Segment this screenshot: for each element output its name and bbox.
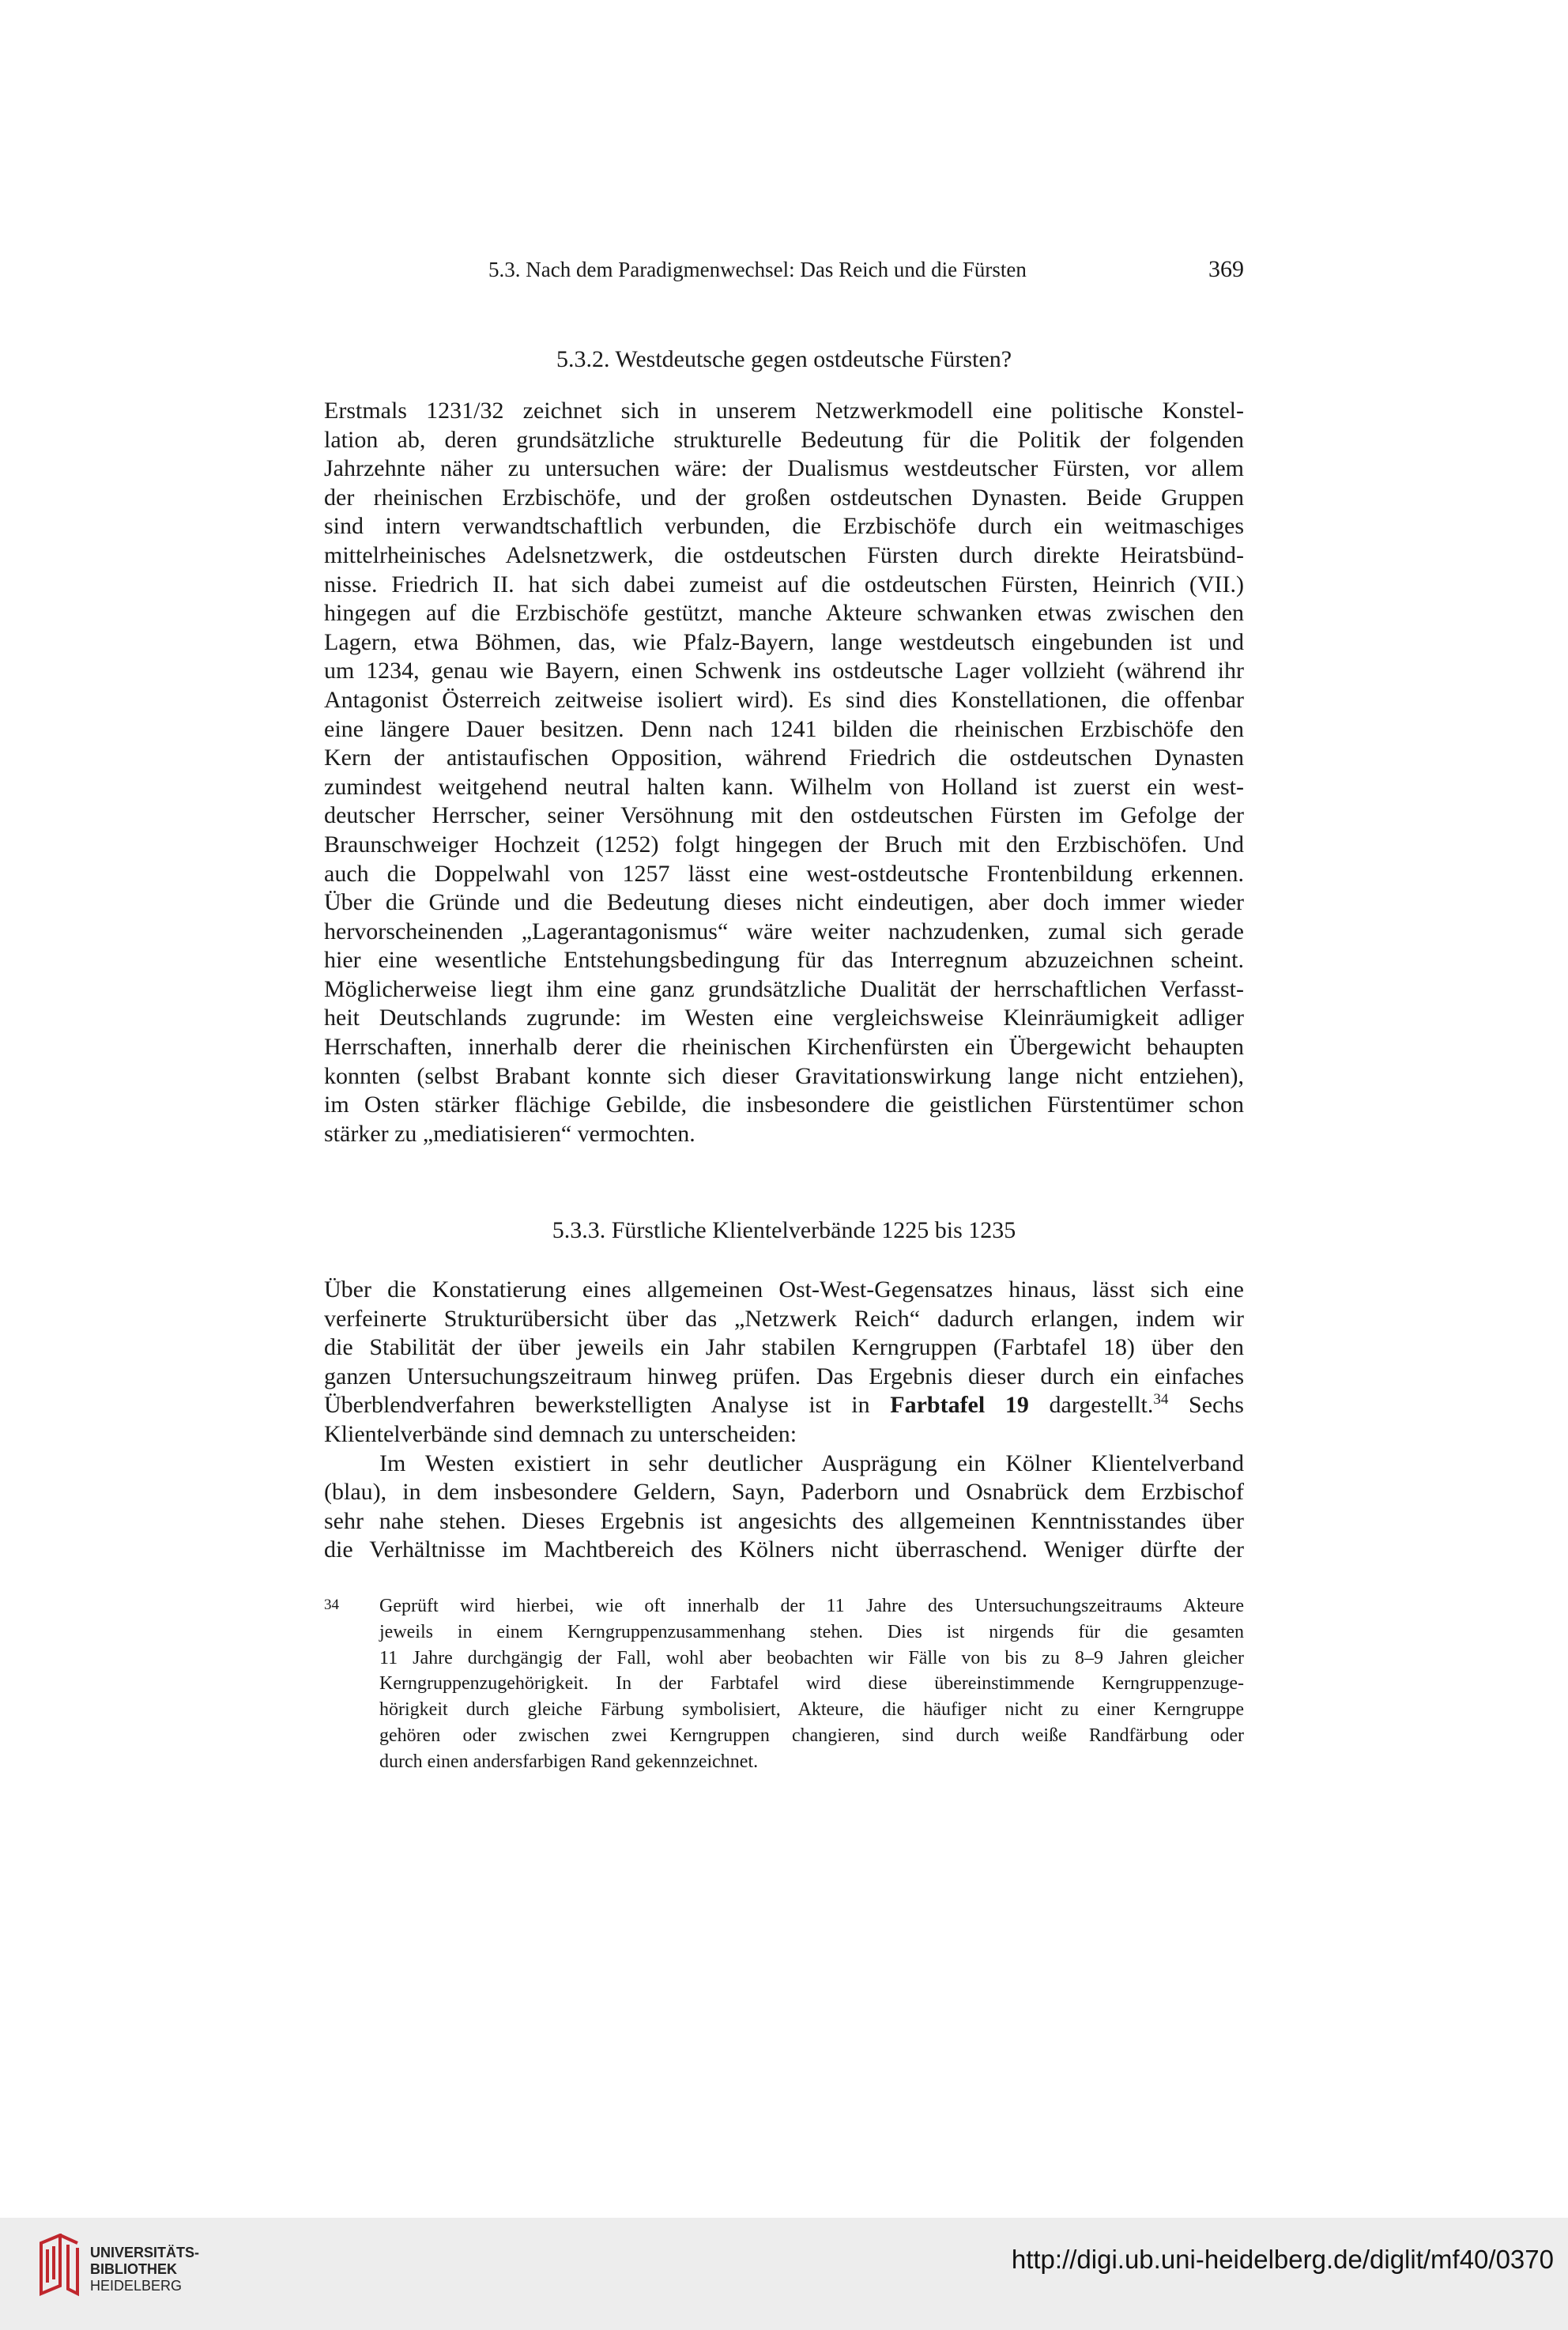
paragraph-line: Klientelverbände sind demnach zu unterscheiden: [324,1420,797,1447]
section-heading-5-3-3: 5.3.3. Fürstliche Klientelverbände 1225 bis 1235 [552,1217,1016,1243]
paragraph-line: Lagern, etwa Böhmen, das, wie Pfalz-Bayern, lange westdeutsch eingebunden ist und [324,628,1244,655]
paragraph-line: die Verhältnisse im Machtbereich des Kölners nicht überraschend. Weniger dürfte der [324,1536,1244,1563]
digital-copy-url[interactable]: http://digi.ub.uni-heidelberg.de/diglit/mf40/0370 [1011,2245,1554,2274]
paragraph-line: Möglicherweise liegt ihm eine ganz grundsätzliche Dualität der herrschaftlichen Verfasst- [324,975,1244,1002]
footnote-line: jeweils in einem Kerngruppenzusammenhang stehen. Dies ist nirgends für die gesamten [379,1621,1244,1642]
text-run: Sechs [1168,1392,1244,1419]
library-logo-icon [36,2234,82,2297]
paragraph-line: Antagonist Österreich zeitweise isoliert wird). Es sind dies Konstellationen, die offenbar [324,686,1244,713]
footnote-line: Geprüft wird hierbei, wie oft innerhalb der 11 Jahre des Untersuchungszeitraums Akteure [379,1596,1244,1616]
paragraph-line-with-footnote-ref [324,1391,1244,1420]
farbtafel-reference: Farbtafel 19 [890,1392,1029,1419]
paragraph-line: zumindest weitgehend neutral halten kann. Wilhelm von Holland ist zuerst ein west- [324,773,1244,800]
paragraph-line: verfeinerte Strukturübersicht über das „Netzwerk Reich“ dadurch erlangen, indem wir [324,1305,1244,1332]
library-name-line: BIBLIOTHEK [90,2261,177,2277]
library-name-line: HEIDELBERG [90,2278,183,2294]
text-run: dargestellt. [1028,1392,1154,1419]
footnote-line: gehören oder zwischen zwei Kerngruppen changieren, sind durch weiße Randfärbung oder [379,1725,1244,1746]
paragraph-line: im Osten stärker flächige Gebilde, die insbesondere die geistlichen Fürstentümer schon [324,1091,1244,1118]
paragraph-line: Braunschweiger Hochzeit (1252) folgt hingegen der Bruch mit den Erzbischöfen. Und [324,831,1244,858]
library-name [90,2245,199,2294]
paragraph-line: sind intern verwandtschaftlich verbunden, die Erzbischöfe durch ein weitmaschiges [324,513,1244,540]
paragraph-line: Jahrzehnte näher zu untersuchen wäre: der Dualismus westdeutscher Fürsten, vor allem [324,455,1244,482]
paragraph-line: Erstmals 1231/32 zeichnet sich in unserem Netzwerkmodell eine politische Konstel- [324,398,1244,424]
paragraph-line: auch die Doppelwahl von 1257 lässt eine west-ostdeutsche Frontenbildung erkennen. [324,860,1244,887]
paragraph-line: Im Westen existiert in sehr deutlicher Ausprägung ein Kölner Klientelverband [379,1450,1244,1476]
page-number: 369 [1208,256,1244,282]
paragraph-line: sehr nahe stehen. Dieses Ergebnis ist angesichts des allgemeinen Kenntnisstandes über [324,1507,1244,1534]
text-run: Überblendverfahren bewerkstelligten Analyse ist in [324,1392,891,1419]
footnote-text [379,1593,1244,1775]
paragraph-line: (blau), in dem insbesondere Geldern, Sayn, Paderborn und Osnabrück dem Erzbischof [324,1479,1244,1506]
running-head-title: 5.3. Nach dem Paradigmenwechsel: Das Reich und die Fürsten [488,258,1027,281]
paragraph-line: mittelrheinisches Adelsnetzwerk, die ostdeutschen Fürsten durch direkte Heiratsbünd- [324,541,1244,568]
footnote-reference[interactable]: 34 [1153,1391,1169,1408]
section-heading-5-3-2: 5.3.2. Westdeutsche gegen ostdeutsche Fürsten? [556,346,1012,372]
paragraph-line: hervorscheinenden „Lagerantagonismus“ wäre weiter nachzudenken, zumal sich gerade [324,918,1244,944]
library-name-line: UNIVERSITÄTS- [90,2245,200,2260]
paragraph-line: um 1234, genau wie Bayern, einen Schwenk ins ostdeutsche Lager vollzieht (während ihr [324,658,1244,684]
footnote-line: hörigkeit durch gleiche Färbung symbolisiert, Akteure, die häufiger nicht zu einer Kerngruppe [379,1699,1244,1721]
footnote-line: 11 Jahre durchgängig der Fall, wohl aber beobachten wir Fälle von bis zu 8–9 Jahren gleicher [379,1647,1244,1668]
paragraph-line: lation ab, deren grundsätzliche strukturelle Bedeutung für die Politik der folgenden [324,426,1244,453]
paragraph-line: deutscher Herrscher, seiner Versöhnung mit den ostdeutschen Fürsten im Gefolge der [324,802,1244,829]
paragraph-line: ganzen Untersuchungszeitraum hinweg prüfen. Das Ergebnis dieser durch ein einfaches [324,1363,1244,1389]
paragraph-line: nisse. Friedrich II. hat sich dabei zumeist auf die ostdeutschen Fürsten, Heinrich (VII.) [324,571,1244,598]
footnote-line: Kerngruppenzugehörigkeit. In der Farbtafel wird diese übereinstimmende Kerngruppenzuge- [379,1673,1244,1695]
paragraph-line: heit Deutschlands zugrunde: im Westen eine vergleichsweise Kleinräumigkeit adliger [324,1005,1244,1031]
section-5-3-2-paragraph [324,397,1244,1148]
paragraph-line: stärker zu „mediatisieren“ vermochten. [324,1120,695,1147]
library-footer-bar [0,2218,1568,2330]
paragraph-line: eine längere Dauer besitzen. Denn nach 1241 bilden die rheinischen Erzbischöfe den [324,715,1244,742]
section-5-3-3-paragraphs [324,1276,1244,1565]
running-header [0,258,1568,289]
paragraph-line: Über die Gründe und die Bedeutung dieses nicht eindeutigen, aber doch immer wieder [324,889,1244,916]
paragraph-line: Über die Konstatierung eines allgemeinen Ost-West-Gegensatzes hinaus, lässt sich eine [324,1276,1244,1303]
paragraph-line: der rheinischen Erzbischöfe, und der großen ostdeutschen Dynasten. Beide Gruppen [324,484,1244,511]
paragraph-line: hier eine wesentliche Entstehungsbedingung für das Interregnum abzuzeichnen scheint. [324,947,1244,974]
paragraph-line: Kern der antistaufischen Opposition, während Friedrich die ostdeutschen Dynasten [324,745,1244,771]
paragraph-line: konnten (selbst Brabant konnte sich dieser Gravitationswirkung lange nicht entziehen), [324,1062,1244,1089]
paragraph-line: hingegen auf die Erzbischöfe gestützt, manche Akteure schwanken etwas zwischen den [324,600,1244,627]
paragraph-line: Herrschaften, innerhalb derer die rheinischen Kirchenfürsten ein Übergewicht behaupten [324,1034,1244,1061]
footnote-line: durch einen andersfarbigen Rand gekennzeichnet. [379,1751,759,1772]
footnote-number: 34 [324,1597,339,1613]
paragraph-line: die Stabilität der über jeweils ein Jahr stabilen Kerngruppen (Farbtafel 18) über den [324,1334,1244,1361]
